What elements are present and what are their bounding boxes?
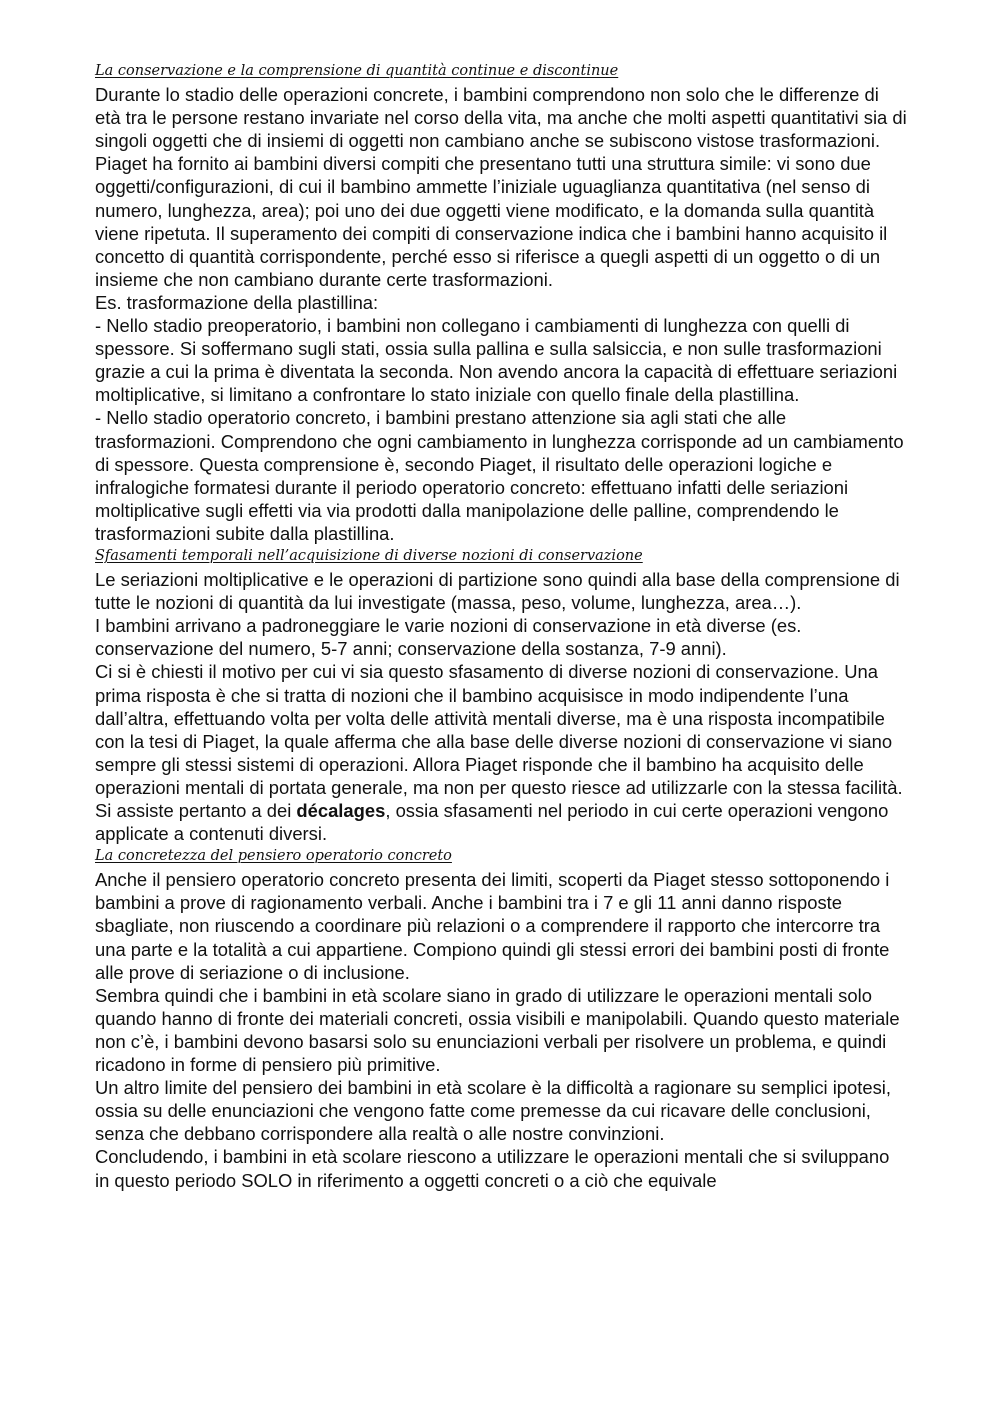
paragraph: - Nello stadio preoperatorio, i bambini non collegano i cambiamenti di lunghezza con quelli di spessore. Si soffermano sugli stati, ossia sulla pallina e sulla salsiccia, e non sulle trasformazioni grazie a cui la prima è diventata la seconda. Non avendo ancora la capacità di effettuare seriazioni moltiplicative, si limitano a confrontare lo stato iniziale con quello finale della plastillina. [95,315,898,406]
document-page [95,60,907,1192]
paragraph-text: , ossia sfasamenti nel periodo in cui certe operazioni vengono applicate a contenuti diversi. [95,800,889,845]
section-heading-concretezza: La concretezza del pensiero operatorio concreto [95,848,452,865]
paragraph: Anche il pensiero operatorio concreto presenta dei limiti, scoperti da Piaget stesso sottoponendo i bambini a prove di ragionamento verbali. Anche i bambini tra i 7 e gli 11 anni danno risposte sbagliate, non riuscendo a coordinare più relazioni o a comprendere il rapporto che intercorre tra una parte e la totalità a cui appartiene. Compiono quindi gli stessi errori dei bambini posti di fronte alle prove di seriazione o di inclusione. [95,869,890,983]
paragraph: Concludendo, i bambini in età scolare riescono a utilizzare le operazioni mentali che si sviluppano in questo periodo SOLO in riferimento a oggetti concreti o a ciò che equivale [95,1146,890,1191]
paragraph: I bambini arrivano a padroneggiare le varie nozioni di conservazione in età diverse (es. conservazione del numero, 5-7 anni; conservazione della sostanza, 7-9 anni). [95,615,802,660]
paragraph: Sembra quindi che i bambini in età scolare siano in grado di utilizzare le operazioni mentali solo quando hanno di fronte dei materiali concreti, ossia visibili e manipolabili. Quando questo materiale non c’è, i bambini devono basarsi solo su enunciazioni verbali per risolvere un problema, e quindi ricadono in forme di pensiero più primitive. [95,984,900,1076]
paragraph-decalages [95,660,907,845]
paragraph-text: Ci si è chiesti il motivo per cui vi sia questo sfasamento di diverse nozioni di conservazione. Una prima risposta è che si tratta di nozioni che il bambino acquisisce in modo indipendente l’una dall’altra, effettuando volta per volta delle attività mentali diverse, ma è una risposta incompatibile con la tesi di Piaget, la quale afferma che alla base delle diverse nozioni di conservazione vi siano sempre gli stessi sistemi di operazioni. Allora Piaget risponde che il bambino ha acquisito delle operazioni mentali di portata generale, ma non per questo riesce ad utilizzarle con la stessa facilità. Si assiste pertanto a dei [95,661,903,821]
paragraph: Le seriazioni moltiplicative e le operazioni di partizione sono quindi alla base della comprensione di tutte le nozioni di quantità da lui investigate (massa, peso, volume, lunghezza, area…). [95,569,900,614]
paragraph: Un altro limite del pensiero dei bambini in età scolare è la difficoltà a ragionare su semplici ipotesi, ossia su delle enunciazioni che vengono fatte come premesse da cui ricavare delle conclusioni, senza che debbano corrispondere alla realtà o alle nostre convinzioni. [95,1077,891,1145]
paragraph: Durante lo stadio delle operazioni concrete, i bambini comprendono non solo che le differenze di età tra le persone restano invariate nel corso della vita, ma anche che molti aspetti quantitativi sia di singoli oggetti che di insiemi di oggetti non cambiano anche se subiscono vistose trasformazioni. [95,84,907,152]
paragraph: - Nello stadio operatorio concreto, i bambini prestano attenzione sia agli stati che alle trasformazioni. Comprendono che ogni cambiamento in lunghezza corrisponde ad un cambiamento di spessore. Questa comprensione è, secondo Piaget, il risultato delle operazioni logiche e infralogiche formatesi durante il periodo operatorio concreto: effettuano infatti delle seriazioni moltiplicative sugli effetti via via prodotti dalla manipolazione delle palline, comprendendo le trasformazioni subite dalla plastillina. [95,407,904,544]
section-heading-conservazione: La conservazione e la comprensione di quantità continue e discontinue [95,63,619,79]
section-heading-sfasamenti: Sfasamenti temporali nell’acquisizione di diverse nozioni di conservazione [95,547,643,564]
paragraph: Piaget ha fornito ai bambini diversi compiti che presentano tutti una struttura simile: vi sono due oggetti/configurazioni, di cui il bambino ammette l’iniziale uguaglianza quantitativa (nel senso di numero, lunghezza, area); poi uno dei due oggetti viene modificato, e la domanda sulla quantità viene ripetuta. Il superamento dei compiti di conservazione indica che i bambini hanno acquisito il concetto di quantità corrispondente, perché esso si riferisce a quegli aspetti di un oggetto o di un insieme che non cambiano durante certe trasformazioni. [95,153,888,290]
paragraph: Es. trasformazione della plastillina: [95,291,379,313]
bold-term: décalages [296,800,386,821]
